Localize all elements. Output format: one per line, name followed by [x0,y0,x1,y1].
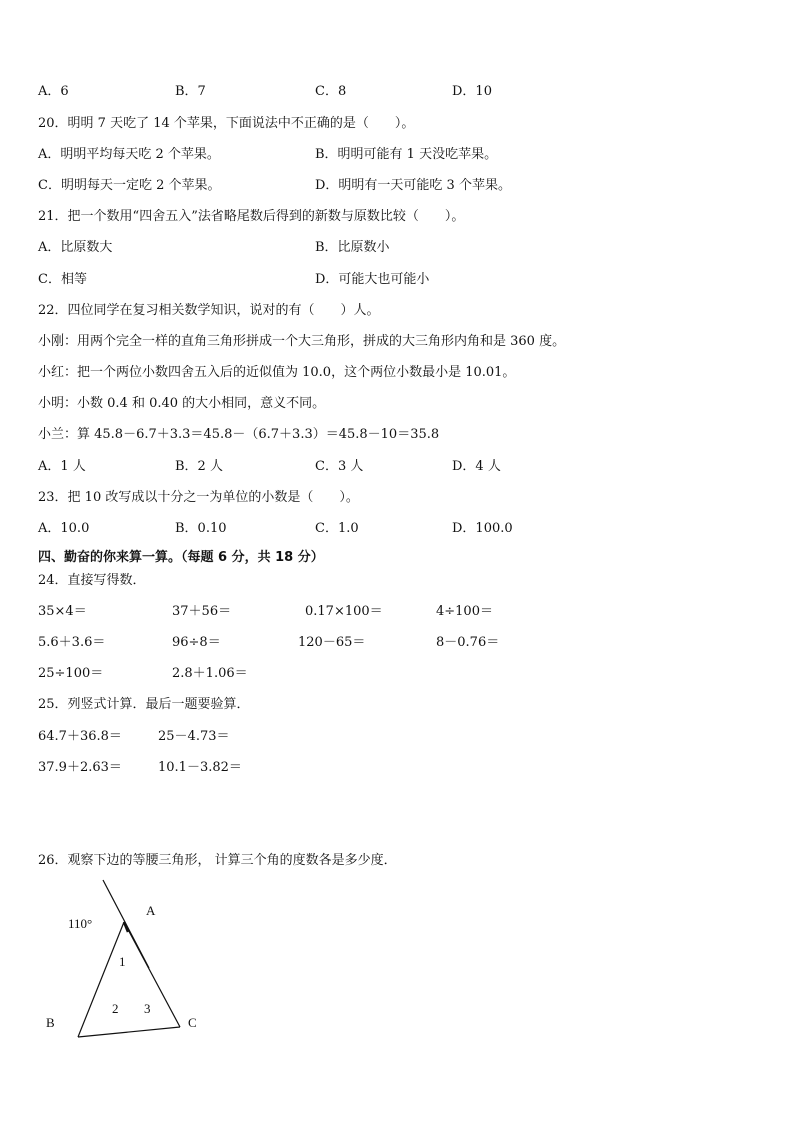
angle-2-label: 2 [112,1001,119,1016]
section-4-heading: 四、勤奋的你来算一算。（每题 6 分，共 18 分） [38,550,324,565]
q20-option-b: B．明明可能有 1 天没吃苹果。 [315,147,498,162]
q21-option-c: C．相等 [38,272,87,287]
q24-item: 8－0.76＝ [436,635,500,650]
q22-option-a: A．1 人 [38,459,86,474]
q24-item: 25÷100＝ [38,666,104,681]
q22-statement-xiaogang: 小刚：用两个完全一样的直角三角形拼成一个大三角形，拼成的大三角形内角和是 360 度。 [38,334,566,349]
q25-item: 64.7＋36.8＝ [38,729,122,744]
q22-option-c: C．3 人 [315,459,364,474]
angle-3-label: 3 [144,1001,151,1016]
q21-option-b: B．比原数小 [315,240,390,255]
exterior-angle-label: 110° [68,916,93,931]
angle-1-label: 1 [119,954,126,969]
q25-item: 25－4.73＝ [158,729,230,744]
q23-option-d: D．100.0 [452,521,513,536]
q21-option-a: A．比原数大 [38,240,113,255]
q23-option-b: B．0.10 [175,521,227,536]
vertex-c-label: C [188,1015,197,1030]
q24-stem: 24．直接写得数． [38,573,146,588]
side-ac [124,922,180,1027]
q23-stem: 23．把 10 改写成以十分之一为单位的小数是（ ）。 [38,490,359,505]
side-ab [78,922,124,1037]
q24-item: 5.6＋3.6＝ [38,635,106,650]
q22-statement-xiaolan: 小兰：算 45.8－6.7＋3.3＝45.8－（6.7＋3.3）＝45.8－10＝35.8 [38,427,440,442]
q25-item: 10.1－3.82＝ [158,760,242,775]
q25-stem: 25．列竖式计算．最后一题要验算． [38,697,250,712]
q24-item: 4÷100＝ [436,604,493,619]
q21-option-d: D．可能大也可能小 [315,272,430,287]
q24-item: 0.17×100＝ [305,604,383,619]
q20-option-a: A．明明平均每天吃 2 个苹果。 [38,147,220,162]
q24-item: 35×4＝ [38,604,87,619]
q23-option-a: A．10.0 [38,521,90,536]
q22-statement-xiaoming: 小明：小数 0.4 和 0.40 的大小相同，意义不同。 [38,396,326,411]
q24-item: 37＋56＝ [172,604,232,619]
side-bc [78,1027,180,1037]
q23-option-c: C．1.0 [315,521,359,536]
q22-option-d: D．4 人 [452,459,501,474]
q20-option-d: D．明明有一天可能吃 3 个苹果。 [315,178,511,193]
q20-option-c: C．明明每天一定吃 2 个苹果。 [38,178,221,193]
isosceles-triangle-figure [40,872,220,1047]
q22-option-b: B．2 人 [175,459,223,474]
vertex-a-label: A [146,903,156,918]
q19-option-a: A．6 [38,84,69,99]
q24-item: 120－65＝ [298,635,366,650]
q26-stem: 26．观察下边的等腰三角形， 计算三个角的度数各是多少度． [38,853,397,868]
q25-item: 37.9＋2.63＝ [38,760,122,775]
q20-stem: 20．明明 7 天吃了 14 个苹果，下面说法中不正确的是（ ）。 [38,116,415,131]
q19-option-b: B．7 [175,84,206,99]
q21-stem: 21．把一个数用“四舍五入”法省略尾数后得到的新数与原数比较（ ）。 [38,209,465,224]
q24-item: 96÷8＝ [172,635,221,650]
q24-item: 2.8＋1.06＝ [172,666,248,681]
q19-option-d: D．10 [452,84,492,99]
q22-stem: 22．四位同学在复习相关数学知识，说对的有（ ）人。 [38,303,380,318]
q19-option-c: C．8 [315,84,347,99]
vertex-b-label: B [46,1015,55,1030]
q22-statement-xiaohong: 小红：把一个两位小数四舍五入后的近似值为 10.0，这个两位小数最小是 10.01。 [38,365,516,380]
